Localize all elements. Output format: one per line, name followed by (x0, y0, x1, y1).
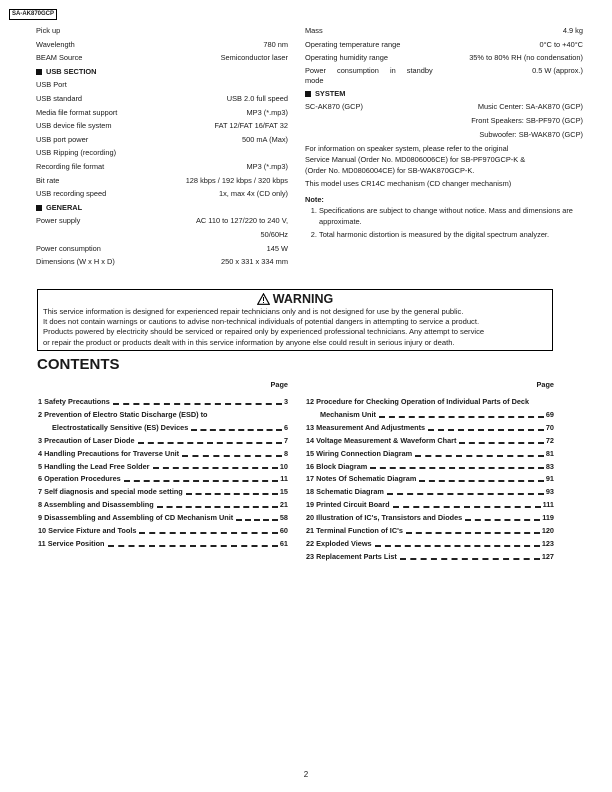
spec-row (305, 51, 583, 65)
toc-entry-title: 22 Exploded Views (306, 538, 372, 548)
toc-page-number: 111 (542, 500, 554, 510)
warning-box (37, 289, 553, 351)
toc-entry[interactable] (38, 396, 288, 409)
toc-entry[interactable] (306, 551, 554, 564)
toc-entry[interactable] (38, 422, 288, 435)
toc-leader (186, 493, 278, 495)
toc-entry[interactable] (306, 512, 554, 525)
spec-label: Media file format support (36, 107, 118, 117)
toc-page-number: 81 (545, 448, 554, 458)
toc-leader (459, 442, 543, 444)
warning-triangle-icon (257, 293, 270, 305)
spec-row (36, 133, 288, 147)
spec-value: 0.5 W (approx.) (532, 65, 583, 75)
toc-page-number: 91 (545, 474, 554, 484)
warning-title: WARNING (43, 291, 547, 307)
specs-right-column (305, 24, 583, 242)
spec-label: Operating temperature range (305, 39, 401, 49)
toc-entry[interactable] (306, 409, 554, 422)
note-title: Note: (305, 194, 324, 204)
spec-value: 250 x 331 x 334 mm (221, 257, 288, 267)
toc-entry[interactable] (306, 435, 554, 448)
toc-page-number: 127 (541, 551, 554, 561)
toc-leader (419, 480, 544, 482)
spec-value: 128 kbps / 192 kbps / 320 kbps (185, 175, 288, 185)
toc-leader (108, 545, 278, 547)
spec-value: FAT 12/FAT 16/FAT 32 (214, 121, 288, 131)
toc-leader (153, 467, 278, 469)
toc-entry-title: Mechanism Unit (320, 409, 376, 419)
system-model: SC-AK870 (GCP) (305, 102, 363, 112)
spec-row (36, 78, 288, 92)
toc-page-header: Page (270, 380, 288, 389)
toc-leader (157, 506, 278, 508)
toc-page-number: 10 (279, 461, 288, 471)
square-bullet-icon (305, 91, 311, 97)
toc-entry[interactable] (306, 422, 554, 435)
toc-entry-title: 20 Illustration of IC's, Transistors and Diodes (306, 513, 463, 523)
toc-entry-title: 14 Voltage Measurement & Waveform Chart (306, 435, 457, 445)
toc-entry[interactable] (306, 525, 554, 538)
toc-leader (375, 545, 540, 547)
toc-entry-title: 6 Operation Procedures (38, 474, 121, 484)
toc-entry-title: 19 Printed Circuit Board (306, 500, 390, 510)
toc-entry-title: 21 Terminal Function of IC's (306, 526, 403, 536)
toc-page-number: 8 (283, 448, 288, 458)
note-item: 2. Total harmonic distortion is measured by the digital spectrum analyzer. (319, 230, 583, 241)
toc-entry-title: 18 Schematic Diagram (306, 487, 384, 497)
spec-value: MP3 (*.mp3) (246, 161, 288, 171)
toc-page-number: 7 (283, 435, 288, 445)
page-number: 2 (303, 770, 309, 779)
spec-label: Power consumption in standby (305, 65, 433, 75)
toc-entry[interactable] (38, 435, 288, 448)
toc-entry-title: 1 Safety Precautions (38, 397, 110, 406)
note-item: 1. Specifications are subject to change without notice. Mass and dimensions are approximate. (319, 206, 583, 227)
spec-label: USB recording speed (36, 189, 107, 199)
spec-row (36, 51, 288, 65)
spec-label: BEAM Source (36, 53, 83, 63)
spec-value: 35% to 80% RH (no condensation) (469, 53, 583, 63)
spec-value: AC 110 to 127/220 to 240 V, 50/60Hz (195, 216, 288, 239)
toc-entry-title: 3 Precaution of Laser Diode (38, 435, 135, 445)
system-music-center: Music Center: SA-AK870 (GCP) (477, 102, 583, 112)
toc-leader (124, 480, 279, 482)
toc-leader (191, 429, 282, 431)
toc-page-number: 3 (283, 397, 288, 406)
spec-row (305, 24, 583, 38)
spec-row-standby (305, 66, 583, 87)
toc-entry[interactable] (306, 448, 554, 461)
spec-label: Power consumption (36, 243, 101, 253)
toc-leader (415, 455, 544, 457)
toc-entry-title: 11 Service Position (38, 538, 105, 548)
spec-label: USB Port (36, 80, 67, 90)
notes-list (305, 206, 583, 240)
toc-entry-title: 13 Measurement And Adjustments (306, 422, 426, 432)
toc-entry-title: 15 Wiring Connection Diagram (306, 448, 413, 458)
toc-page-number: 6 (283, 422, 288, 432)
toc-entry[interactable] (306, 538, 554, 551)
warning-text: This service information is designed for experienced repair technicians only and is not designed for use by the general public. It does not contain warnings or cautions to advise non-technical individuals of potential dangers in attempting to service a product. Products powered by electricity should be serviced or repaired only by experienced professional technicians. Any attempt to service or repair the product or products dealt with in this service information by anyone else could result in serious injury or death. (43, 307, 485, 347)
spec-row (36, 242, 288, 256)
toc-page-number: 70 (545, 422, 554, 432)
toc-entry[interactable] (306, 396, 554, 409)
spec-value: 0°C to +40°C (539, 39, 583, 49)
spec-value: Semiconductor laser (220, 53, 288, 63)
toc-entry-title: Electrostatically Sensitive (ES) Devices (52, 422, 189, 432)
spec-row (36, 214, 288, 241)
toc-entry-title: 17 Notes Of Schematic Diagram (306, 474, 417, 484)
toc-entry[interactable] (38, 473, 288, 486)
spec-value: 500 mA (Max) (242, 134, 288, 144)
spec-row (36, 106, 288, 120)
toc-leader (182, 455, 282, 457)
toc-page-number: 58 (279, 513, 288, 523)
toc-entry[interactable] (38, 409, 288, 422)
toc-page-header: Page (536, 380, 554, 389)
system-subwoofer: Subwoofer: SB-WAK870 (GCP) (479, 129, 583, 139)
spec-label: Mass (305, 26, 323, 35)
toc-page-number: 83 (545, 461, 554, 471)
spec-row (36, 174, 288, 188)
toc-page-number: 123 (541, 538, 554, 548)
mechanism-note: This model uses CR14C mechanism (CD changer mechanism) (305, 179, 512, 189)
spec-value: MP3 (*.mp3) (246, 107, 288, 117)
toc-leader (406, 532, 540, 534)
spec-label: Recording file format (36, 161, 105, 171)
spec-row (36, 24, 288, 38)
toc-right-column (306, 378, 554, 564)
toc-leader (387, 493, 544, 495)
toc-entry-title: 10 Service Fixture and Tools (38, 526, 137, 536)
spec-label: Wavelength (36, 39, 75, 49)
spec-row (305, 100, 583, 114)
model-tag: SA-AK870GCP (9, 9, 57, 20)
spec-value: 4.9 kg (562, 26, 583, 35)
toc-entry[interactable] (306, 499, 554, 512)
toc-leader (400, 558, 540, 560)
toc-entry[interactable] (38, 461, 288, 474)
toc-page-number: 93 (545, 487, 554, 497)
spec-label: Operating humidity range (305, 53, 388, 63)
toc-entry-title: 12 Procedure for Checking Operation of Individual Parts of Deck (306, 397, 530, 406)
spec-value: USB 2.0 full speed (226, 93, 288, 103)
speaker-info-paragraph: For information on speaker system, please refer to the original Service Manual (Order No. MD0806006CE) for SB-PF970GCP-K & (Order No. MD0806004CE) for SB-WAK870GCP-K. (305, 144, 526, 176)
toc-entry[interactable] (38, 512, 288, 525)
toc-leader (428, 429, 544, 431)
toc-leader (139, 532, 277, 534)
spec-row (36, 119, 288, 133)
spec-value: 780 nm (263, 39, 288, 49)
toc-entry-title: 4 Handling Precautions for Traverse Unit (38, 448, 180, 458)
toc-page-number: 119 (542, 513, 554, 523)
spec-label: Pick up (36, 26, 61, 35)
spec-row (36, 146, 288, 160)
toc-entry-title: 16 Block Diagram (306, 461, 368, 471)
toc-entry[interactable] (38, 486, 288, 499)
toc-leader (465, 519, 540, 521)
spec-label: Power supply (36, 216, 81, 226)
toc-left-column (38, 378, 288, 551)
spec-value: 145 W (266, 243, 288, 253)
section-heading-system: SYSTEM (305, 87, 583, 101)
toc-page-number: 21 (279, 500, 288, 510)
toc-entry[interactable] (38, 448, 288, 461)
toc-page-number: 60 (279, 526, 288, 536)
toc-page-number: 61 (279, 538, 288, 548)
toc-leader (236, 519, 278, 521)
toc-entry[interactable] (306, 486, 554, 499)
spec-label: USB standard (36, 93, 83, 103)
spec-value: 1x, max 4x (CD only) (219, 189, 288, 199)
spec-label: USB Ripping (recording) (36, 148, 117, 158)
toc-entry[interactable] (38, 525, 288, 538)
toc-leader (138, 442, 282, 444)
spec-row (36, 187, 288, 201)
toc-entry[interactable] (306, 461, 554, 474)
spec-row (305, 38, 583, 52)
spec-label: Bit rate (36, 175, 60, 185)
spec-label-continued: mode (305, 76, 324, 86)
toc-entry[interactable] (306, 473, 554, 486)
spec-label: Dimensions (W x H x D) (36, 257, 115, 267)
spec-row (36, 160, 288, 174)
section-heading: USB SECTION (36, 65, 288, 79)
toc-leader (379, 416, 544, 418)
toc-entry-title: 9 Disassembling and Assembling of CD Mechanism Unit (38, 513, 234, 523)
toc-entry[interactable] (38, 499, 288, 512)
toc-leader (370, 467, 544, 469)
toc-page-number: 69 (545, 409, 554, 419)
spec-row (36, 255, 288, 269)
square-bullet-icon (36, 69, 42, 75)
section-heading: GENERAL (36, 201, 288, 215)
spec-row (36, 92, 288, 106)
specs-left-column (36, 24, 288, 269)
toc-leader (393, 506, 541, 508)
toc-entry-title: 8 Assembling and Disassembling (38, 500, 154, 510)
toc-page-number: 15 (279, 487, 288, 497)
toc-page-number: 120 (541, 526, 554, 536)
system-front-speakers: Front Speakers: SB-PF970 (GCP) (471, 115, 583, 125)
square-bullet-icon (36, 205, 42, 211)
toc-entry-title: 7 Self diagnosis and special mode setting (38, 487, 183, 497)
toc-entry-title: 5 Handling the Lead Free Solder (38, 461, 150, 471)
toc-leader (113, 403, 282, 405)
toc-page-number: 11 (280, 474, 288, 484)
spec-label: USB port power (36, 134, 89, 144)
contents-title: CONTENTS (37, 356, 120, 373)
spec-row (36, 38, 288, 52)
toc-entry-title: 23 Replacement Parts List (306, 551, 397, 561)
toc-entry[interactable] (38, 538, 288, 551)
toc-page-number: 72 (545, 435, 554, 445)
spec-label: USB device file system (36, 121, 112, 131)
toc-entry-title: 2 Prevention of Electro Static Discharge (ESD) to (38, 409, 208, 419)
